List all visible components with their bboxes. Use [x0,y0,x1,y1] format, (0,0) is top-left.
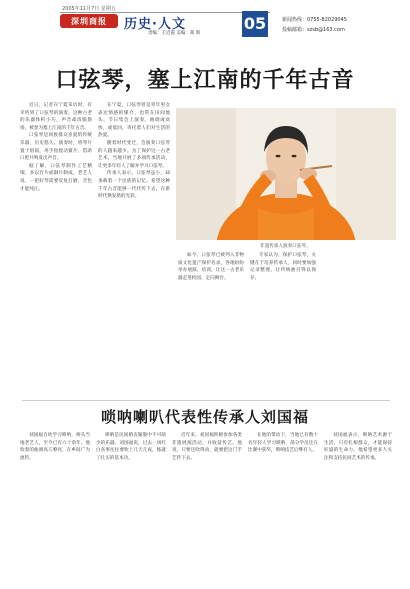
bottom-column-4 [248,432,318,582]
editor-credits: 责编：王近霞 美编：郑 辉 [148,31,201,36]
dateline: 2005年11月7日 星期五 [62,6,116,12]
newspaper-logo: 深圳商报 [60,14,118,28]
article-divider [22,400,390,401]
article-paragraph: 随着时代变迁，会演奏口弦琴的人越来越少。为了保护这一古老艺术，当地开展了多项传承活动，让更多年轻人了解并学习口弦琴。 [98,140,170,169]
bottom-column-3 [172,432,242,582]
kouxian-player-illustration [176,108,396,240]
article-column-3 [178,252,244,394]
page-number: 05 [242,11,268,37]
page-header [0,0,410,40]
bottom-column-5 [324,432,392,582]
bottom-column-2 [96,432,166,582]
article-paragraph: 在他的带动下，当地已有数十名年轻人学习唢呐，部分学员还在比赛中获奖，唢呐技艺后继有人。 [248,433,318,454]
article-headline: 口弦琴，塞上江南的千年古音 [55,67,355,93]
photo-caption: 非遗传承人演奏口弦琴。 [260,244,311,249]
article-paragraph: 据了解，口弦琴制作工艺精细，多以竹片或铜片制成。老艺人说，一把好琴需要反复打磨，音色才能纯正。 [20,163,92,192]
article-paragraph: 近日，记者在宁夏采访时，有幸听到了口弦琴的演奏。这种古老的乐器体积小巧，声音却清脆悠扬，被誉为塞上江南的千年古音。 [20,103,92,131]
contact-email: 投稿邮箱：szsb@163.com [282,27,345,33]
bottom-column-1 [20,432,90,582]
article-column-4 [250,252,316,394]
section-title: 历史·人文 [124,17,186,32]
article-paragraph: 传承人表示，口弦琴虽小，却承载着一个民族的记忆。希望这种千年古音能够一代代传下去，在新时代焕发新的光彩。 [98,171,170,200]
article-paragraph: 刘国福自幼学习唢呐，师从当地老艺人，至今已有六十余年。他吹奏的曲调高亢嘹亮，在乡间广为流传。 [20,433,90,461]
article-paragraph: 刘国福表示，唢呐艺术源于生活，只有扎根群众，才能保持旺盛的生命力。他希望更多人关注和支持民间艺术的传承。 [324,433,392,461]
article-paragraph: 近年来，刘国福积极参加各类非遗展演活动，并收徒传艺。他说，只要还吹得动，就要把这门手艺传下去。 [172,433,242,461]
article-column-1 [20,102,92,394]
article-photo [176,108,396,240]
article-paragraph: 口弦琴是回族群众喜爱的传统乐器，历史悠久。演奏时，将琴片置于唇间，用手指拨动簧片，借助口腔共鸣发出声音。 [20,133,92,162]
article-paragraph: 如今，口弦琴已被列入非物质文化遗产保护名录，各地纷纷举办展演、培训，让这一古老乐器走进校园、走向舞台。 [178,253,244,281]
article-paragraph: 唢呐是民间婚丧嫁娶中不可缺少的乐器。刘国福说，过去一场红白喜事往往要吹上几天几夜，练就了扎实的基本功。 [96,433,166,461]
news-hotline: 新闻热线：0755-82029045 [282,17,347,23]
article-column-2 [98,102,170,394]
article-paragraph: 在宁夏，口弦琴曾是青年男女表达情感的媒介，也常在田间地头、节日集会上演奏。曲调或欢快，或低回，寄托着人们对生活的热爱。 [98,103,170,139]
second-article-headline: 唢呐喇叭代表性传承人刘国福 [100,408,309,426]
article-paragraph: 专家认为，保护口弦琴，关键在于培养传承人，同时要加强记录整理，让传统曲目得以保存。 [250,253,316,281]
